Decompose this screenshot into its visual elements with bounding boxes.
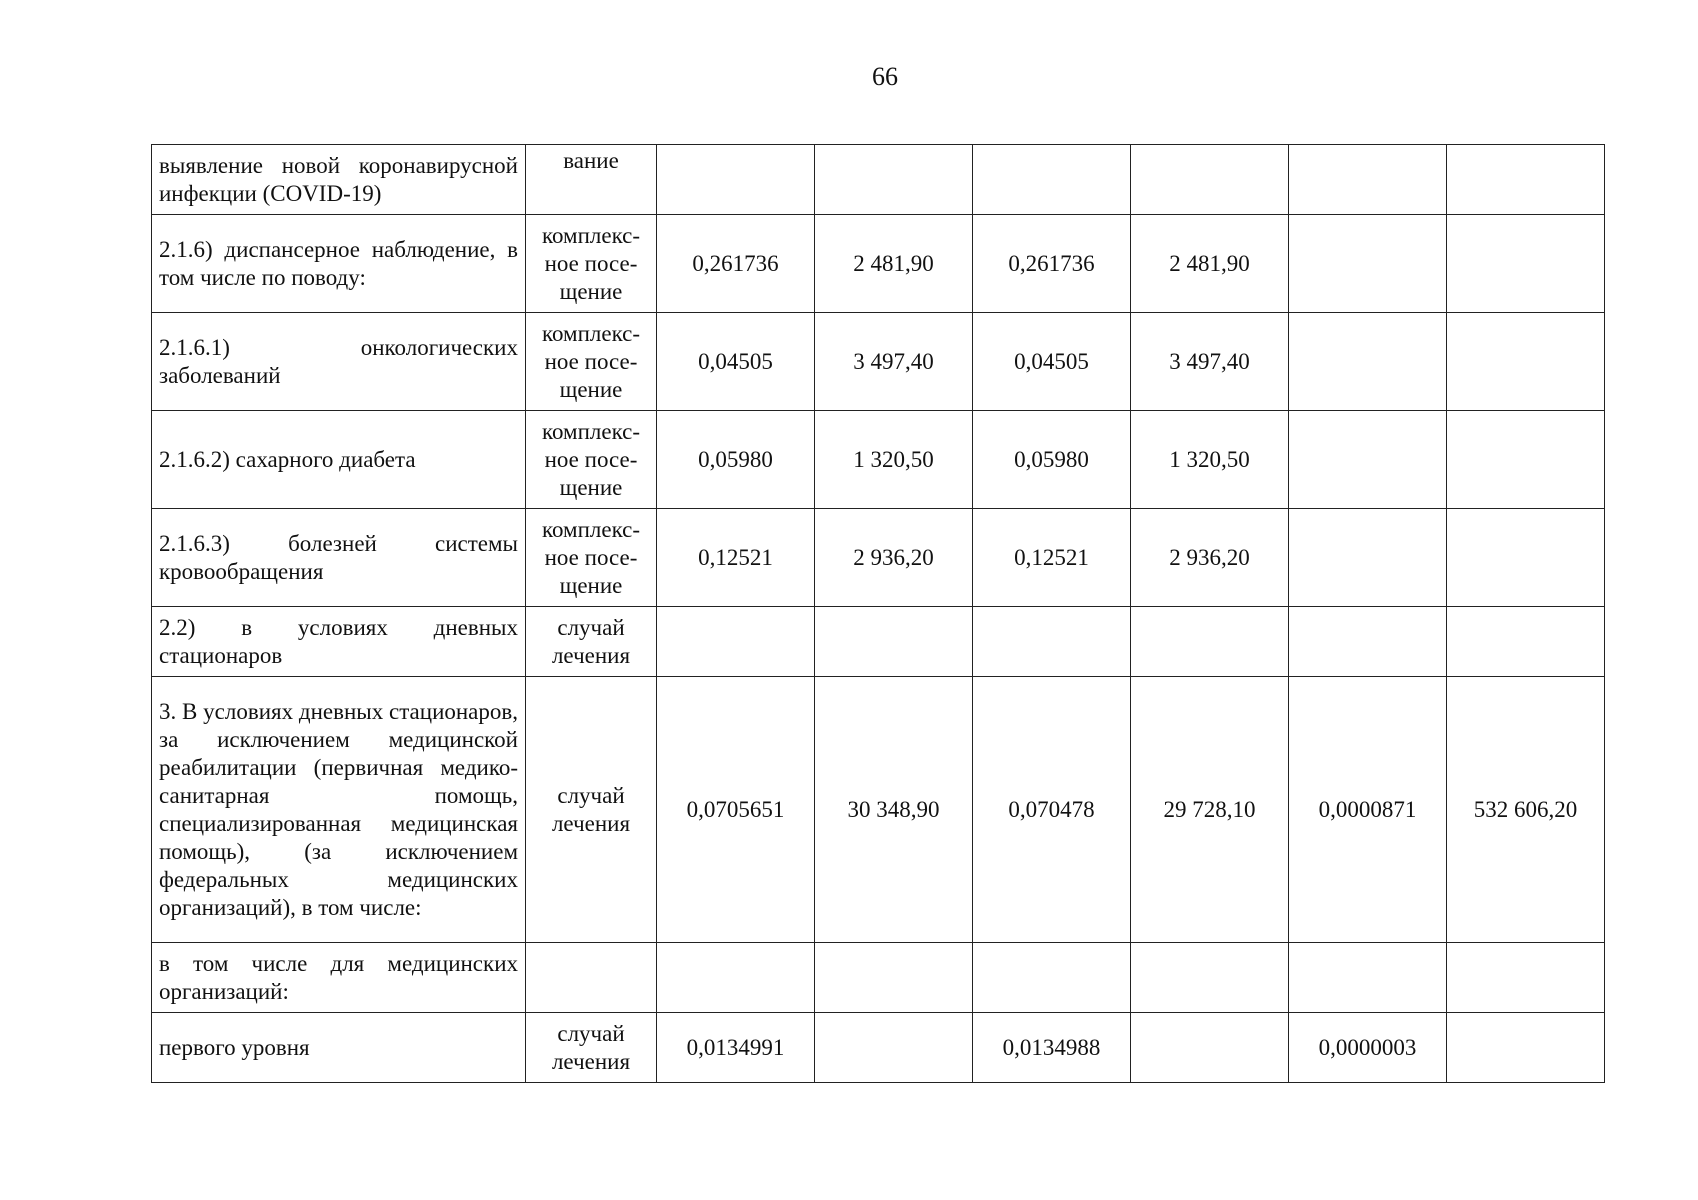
- value-cell: [1131, 943, 1289, 1013]
- value-cell: [1289, 313, 1447, 411]
- value-cell: 0,05980: [973, 411, 1131, 509]
- value-cell: 1 320,50: [1131, 411, 1289, 509]
- value-cell: 0,04505: [657, 313, 815, 411]
- value-cell: 0,261736: [657, 215, 815, 313]
- value-cell: 1 320,50: [815, 411, 973, 509]
- unit-cell: вание: [526, 145, 657, 215]
- value-cell: [1131, 145, 1289, 215]
- unit-cell: случай лечения: [526, 677, 657, 943]
- row-name-cell: 2.1.6.1) онкологических заболеваний: [152, 313, 526, 411]
- value-cell: [1289, 607, 1447, 677]
- value-cell: [1289, 509, 1447, 607]
- value-cell: [1131, 1013, 1289, 1083]
- value-cell: 3 497,40: [815, 313, 973, 411]
- value-cell: [1289, 145, 1447, 215]
- value-cell: 30 348,90: [815, 677, 973, 943]
- value-cell: 0,04505: [973, 313, 1131, 411]
- value-cell: [1447, 509, 1605, 607]
- value-cell: 2 936,20: [1131, 509, 1289, 607]
- unit-cell: комплекс-ное посе-щение: [526, 215, 657, 313]
- value-cell: [1289, 411, 1447, 509]
- value-cell: [973, 943, 1131, 1013]
- value-cell: [815, 943, 973, 1013]
- value-cell: [657, 607, 815, 677]
- value-cell: [815, 145, 973, 215]
- value-cell: 2 481,90: [1131, 215, 1289, 313]
- value-cell: 532 606,20: [1447, 677, 1605, 943]
- row-name-cell: 2.1.6) диспансерное наблюдение, в том числе по поводу:: [152, 215, 526, 313]
- page-number: 66: [872, 62, 898, 91]
- value-cell: 0,12521: [973, 509, 1131, 607]
- unit-cell: случай лечения: [526, 607, 657, 677]
- row-name-cell: в том числе для медицинских организаций:: [152, 943, 526, 1013]
- value-cell: 0,070478: [973, 677, 1131, 943]
- value-cell: [1447, 215, 1605, 313]
- value-cell: 29 728,10: [1131, 677, 1289, 943]
- value-cell: [1447, 607, 1605, 677]
- value-cell: [1447, 411, 1605, 509]
- value-cell: [815, 1013, 973, 1083]
- value-cell: [1447, 943, 1605, 1013]
- unit-cell: комплекс-ное посе-щение: [526, 313, 657, 411]
- row-name-cell: 2.2) в условиях дневных стационаров: [152, 607, 526, 677]
- value-cell: [657, 943, 815, 1013]
- value-cell: [1131, 607, 1289, 677]
- row-name-cell: 3. В условиях дневных стационаров, за исключением медицинской реабилитации (первичная медико-санитарная помощь, специализированная медицинская помощь), (за исключением федеральных медицинских организаций), в том числе:: [152, 677, 526, 943]
- table-row: [152, 1013, 1605, 1083]
- data-table: [151, 144, 1605, 1083]
- value-cell: [1447, 1013, 1605, 1083]
- table-row: [152, 607, 1605, 677]
- value-cell: [1289, 215, 1447, 313]
- row-name-cell: выявление новой коронавирусной инфекции (COVID-19): [152, 145, 526, 215]
- row-name-cell: 2.1.6.3) болезней системы кровообращения: [152, 509, 526, 607]
- value-cell: 0,0000871: [1289, 677, 1447, 943]
- table-row: [152, 509, 1605, 607]
- value-cell: 0,0000003: [1289, 1013, 1447, 1083]
- value-cell: 0,12521: [657, 509, 815, 607]
- value-cell: 0,05980: [657, 411, 815, 509]
- value-cell: [973, 607, 1131, 677]
- unit-cell: случай лечения: [526, 1013, 657, 1083]
- unit-cell: комплекс-ное посе-щение: [526, 509, 657, 607]
- value-cell: [973, 145, 1131, 215]
- value-cell: 3 497,40: [1131, 313, 1289, 411]
- value-cell: 2 481,90: [815, 215, 973, 313]
- value-cell: 0,0134988: [973, 1013, 1131, 1083]
- value-cell: [1447, 145, 1605, 215]
- row-name-cell: 2.1.6.2) сахарного диабета: [152, 411, 526, 509]
- table-row: [152, 943, 1605, 1013]
- table-row: [152, 677, 1605, 943]
- unit-cell: [526, 943, 657, 1013]
- value-cell: 2 936,20: [815, 509, 973, 607]
- unit-cell: комплекс-ное посе-щение: [526, 411, 657, 509]
- table-row: [152, 145, 1605, 215]
- value-cell: [1289, 943, 1447, 1013]
- table-row: [152, 313, 1605, 411]
- value-cell: 0,261736: [973, 215, 1131, 313]
- value-cell: [1447, 313, 1605, 411]
- value-cell: 0,0705651: [657, 677, 815, 943]
- row-name-cell: первого уровня: [152, 1013, 526, 1083]
- value-cell: [657, 145, 815, 215]
- table-row: [152, 411, 1605, 509]
- value-cell: [815, 607, 973, 677]
- value-cell: 0,0134991: [657, 1013, 815, 1083]
- table-row: [152, 215, 1605, 313]
